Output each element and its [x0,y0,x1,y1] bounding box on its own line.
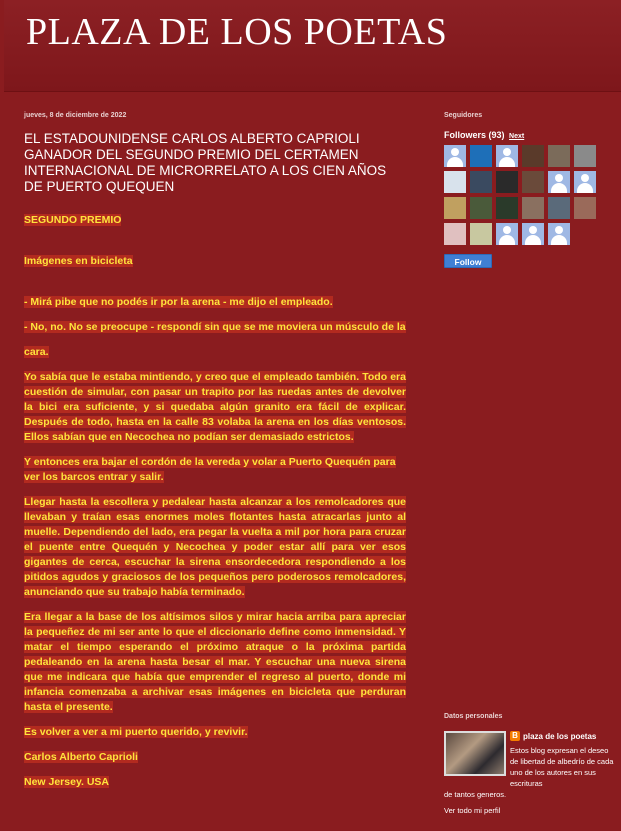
follower-avatar[interactable] [548,197,570,219]
follower-avatar[interactable] [574,197,596,219]
post-title[interactable]: EL ESTADOUNIDENSE CARLOS ALBERTO CAPRIOLI GANADOR DEL SEGUNDO PREMIO DEL CERTAMEN INTERNACIONAL DE MICRORRELATO A LOS CIEN AÑOS DE PUERTO QUEQUEN [24,131,387,194]
profile-widget [444,713,614,815]
paragraph-3: Yo sabía que le estaba mintiendo, y creo que el empleado también. Todo era cuestión de simular, con pasar un trapito por las ruedas antes de devolver la bici era suficiente, y si quedaba algún granito era fácil de explicar. Después de todo, hasta en la calle 83 volaba la arena en los días ventosos. Ellos sabían que en Necochea no podían ser demasiado estrictos. [24,371,406,443]
follower-avatar[interactable] [522,223,544,245]
followers-count: Followers (93) Next [444,130,525,140]
followers-next-link[interactable]: Next [509,133,525,140]
paragraph-1: - Mirá pibe que no podés ir por la arena - me dijo el empleado. [24,296,333,308]
blog-title[interactable]: PLAZA DE LOS POETAS [26,11,448,53]
follower-avatar[interactable] [548,171,570,193]
follower-avatar[interactable] [444,171,466,193]
story-title [24,254,406,269]
view-profile-link[interactable]: Ver todo mi perfil [444,806,501,815]
blogger-icon: B [510,731,520,741]
blog-header [4,0,621,92]
follower-avatar[interactable] [444,223,466,245]
follower-avatar[interactable] [444,197,466,219]
follower-avatar[interactable] [522,197,544,219]
follower-avatar[interactable] [470,223,492,245]
follower-avatar[interactable] [496,145,518,167]
follower-avatar[interactable] [470,197,492,219]
follower-avatar[interactable] [522,145,544,167]
paragraph-4: Y entonces era bajar el cordón de la vereda y volar a Puerto Quequén para ver los barcos entrar y salir. [24,456,396,483]
follow-button[interactable]: Follow [444,254,492,268]
follower-avatar[interactable] [496,171,518,193]
follower-avatar[interactable] [574,171,596,193]
profile-header: Datos personales [444,713,503,720]
follower-avatar[interactable] [522,171,544,193]
follower-avatar[interactable] [470,171,492,193]
post-author: Carlos Alberto Caprioli [24,751,138,763]
follower-avatar[interactable] [548,145,570,167]
prize-line [24,213,406,228]
follower-avatar[interactable] [574,145,596,167]
paragraph-2b: cara. [24,346,49,358]
profile-name[interactable]: B plaza de los poetas [510,731,596,741]
story-title-text: Imágenes en bicicleta [24,255,133,267]
paragraph-5: Llegar hasta la escollera y pedalear hasta alcanzar a los remolcadores que llevaban y traían esas enormes moles flotantes hasta atracarlas junto al muelle. Dependiendo del lado, era pegar la vuelta a mil por hora para cruzar el puente entre Quequén y Necochea y poder estar allí para ver esos gigantes de cerca, escuchar la sirena ensordecedora respondiendo a los pitidos agudos y graciosos de los pequeños pero poderosos remolcadores, anunciando que su trabajo había terminado. [24,496,406,598]
profile-description: Estos blog expresan el deseo de libertad de albedrío de cada uno de los autores en sus escrituras de tantos generos. [444,746,614,799]
follower-avatar[interactable] [470,145,492,167]
paragraph-7: Es volver a ver a mi puerto querido, y revivir. [24,726,248,738]
paragraph-2: - No, no. No se preocupe - respondí sin que se me moviera un músculo de la [24,321,406,333]
paragraph-6: Era llegar a la base de los altísimos silos y mirar hacia arriba para apreciar la pequeñez de mi ser ante lo que el diccionario define como inmensidad. Y matar el tiempo esperando el próximo atraque o la próxima partida pedaleando en la arena hasta besar el mar. Y escuchar una nueva sirena que me indicara que había que emprender el regreso al puerto, donde mi infancia comenzaba a archivar esas imágenes en bicicleta que perduran hasta el presente. [24,611,406,713]
prize-text: SEGUNDO PREMIO [24,214,122,226]
follower-avatar[interactable] [548,223,570,245]
followers-widget [444,112,604,268]
post-date: jueves, 8 de diciembre de 2022 [24,112,127,119]
post [24,112,406,800]
follower-avatar[interactable] [496,197,518,219]
follower-avatar[interactable] [444,145,466,167]
follower-avatar[interactable] [496,223,518,245]
post-location: New Jersey. USA [24,776,110,788]
followers-header: Seguidores [444,112,483,119]
profile-photo[interactable] [444,731,506,776]
follower-avatars [444,145,600,245]
